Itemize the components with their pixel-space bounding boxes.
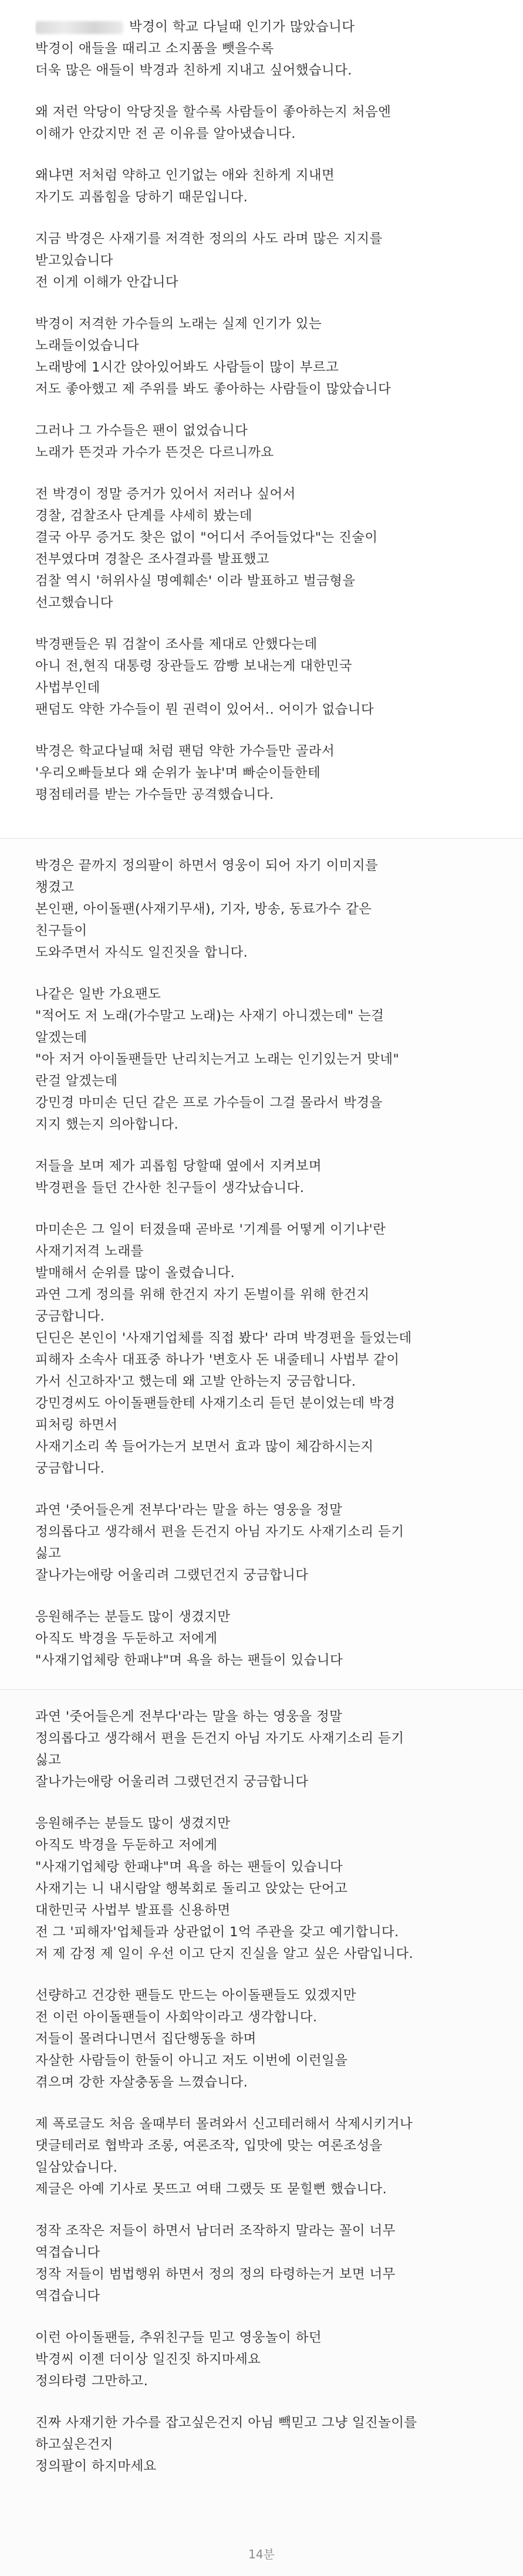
text-line: 싫고 <box>35 1546 62 1561</box>
paragraph <box>35 1985 491 2094</box>
text-line: 하고싶은건지 <box>35 2437 113 2452</box>
post-body-1 <box>35 16 491 826</box>
text-line: 사재기소리 쏙 들어가는거 보면서 효과 많이 체감하시는지 <box>35 1439 374 1454</box>
text-line: 정의타령 그만하고. <box>35 2374 149 2389</box>
paragraph <box>35 16 491 82</box>
paragraph <box>35 984 491 1136</box>
screenshot-panel-3 <box>0 1689 523 2576</box>
text-line: 선고했습니다 <box>35 595 113 610</box>
text-line: 이런 아이돌팬들, 추위친구들 믿고 영웅놀이 하던 <box>35 2330 322 2345</box>
text-line: 란걸 알겠는데 <box>35 1073 118 1089</box>
paragraph <box>35 2220 491 2307</box>
post-body-2 <box>35 855 491 1692</box>
text-line: 박경은 학교다닐때 처럼 팬덤 약한 가수들만 골라서 <box>35 744 335 759</box>
paragraph <box>35 1500 491 1586</box>
screenshot-panel-1 <box>0 0 523 838</box>
paragraph <box>35 313 491 400</box>
paragraph <box>35 1706 491 1793</box>
text-line: 친구들이 <box>35 923 87 938</box>
text-line: 받고있습니다 <box>35 253 113 268</box>
text-line: 피처링 하면서 <box>35 1417 118 1433</box>
text-line: 박경이 학교 다닐때 인기가 많았습니다 <box>129 19 355 35</box>
text-line: 알겠는데 <box>35 1030 87 1045</box>
paragraph <box>35 855 491 964</box>
text-line: 저 제 감정 제 일이 우선 이고 단지 진실을 알고 싶은 사람입니다. <box>35 1946 414 1961</box>
text-line: 정의롭다고 생각해서 편을 든건지 아님 자기도 사재기소리 듣기 <box>35 1524 404 1539</box>
text-line: 아직도 박경을 두둔하고 저에게 <box>35 1631 218 1646</box>
paragraph <box>35 2327 491 2392</box>
text-line: 응원해주는 분들도 많이 생겼지만 <box>35 1609 231 1625</box>
text-line: 겪으며 강한 자살충동을 느꼈습니다. <box>35 2075 248 2090</box>
paragraph <box>35 484 491 614</box>
text-line: 잘나가는애랑 어울리려 그랬던건지 궁금합니다 <box>35 1568 309 1583</box>
text-line: 저들이 몰려다니면서 집단행동을 하며 <box>35 2031 257 2047</box>
post-body-3 <box>35 1706 491 2497</box>
text-line: 역겹습니다 <box>35 2288 100 2304</box>
text-line: 사법부인데 <box>35 680 100 696</box>
text-line: 사재기저격 노래를 <box>35 1244 144 1259</box>
paragraph <box>35 1219 491 1480</box>
text-line: 정작 저들이 범법행위 하면서 정의 정의 타령하는거 보면 너무 <box>35 2267 396 2282</box>
text-line: 자살한 사람들이 한둘이 아니고 저도 이번에 이런일을 <box>35 2053 348 2068</box>
text-line: 선량하고 건강한 팬들도 만드는 아이돌팬들도 있겠지만 <box>35 1988 356 2003</box>
paragraph <box>35 1813 491 1965</box>
paragraph <box>35 2412 491 2477</box>
paragraph <box>35 1606 491 1672</box>
text-line: 박경팬들은 뭐 검찰이 조사를 제대로 안했다는데 <box>35 637 318 652</box>
text-line: 저들을 보며 제가 괴롭힘 당할때 옆에서 지켜보며 <box>35 1159 322 1174</box>
text-line: 평점테러를 받는 가수들만 공격했습니다. <box>35 787 274 802</box>
text-line: 노래들이었습니다 <box>35 338 140 353</box>
text-line: 노래방에 1시간 앉아있어봐도 사람들이 많이 부르고 <box>35 360 339 375</box>
text-line: "사재기업체랑 한패냐"며 욕을 하는 팬들이 있습니다 <box>35 1653 343 1668</box>
text-line: 발매해서 순위를 많이 올렸습니다. <box>35 1265 235 1281</box>
text-line: 궁금합니다. <box>35 1309 105 1324</box>
text-line: 아직도 박경을 두둔하고 저에게 <box>35 1838 218 1853</box>
text-line: 댓글테러로 협박과 조롱, 여론조작, 입맛에 맞는 여론조성을 <box>35 2138 383 2153</box>
text-line: 왜 저런 악당이 악당짓을 할수록 사람들이 좋아하는지 처음엔 <box>35 104 392 120</box>
text-line: 팬덤도 약한 가수들이 뭔 권력이 있어서.. 어이가 없습니다 <box>35 702 374 717</box>
paragraph <box>35 1156 491 1199</box>
text-line: 강민경씨도 아이돌팬들한테 사재기소리 듣던 분이었는데 박경 <box>35 1396 396 1411</box>
text-line: 과연 '줏어들은게 전부다'라는 말을 하는 영웅을 정말 <box>35 1709 343 1724</box>
paragraph <box>35 165 491 208</box>
text-line: 검찰 역시 '허위사실 명예훼손' 이라 발표하고 벌금형을 <box>35 573 356 589</box>
text-line: 전 그 '피해자'업체들과 상관없이 1억 주관을 갖고 예기합니다. <box>35 1925 399 1940</box>
text-line: 박경이 애들을 때리고 소지품을 뺏을수록 <box>35 41 274 56</box>
paragraph <box>35 741 491 806</box>
text-line: 저도 좋아했고 제 주위를 봐도 좋아하는 사람들이 많았습니다 <box>35 381 392 397</box>
text-line: 자기도 괴롭힘을 당하기 때문입니다. <box>35 190 248 205</box>
text-line: "사재기업체랑 한패냐"며 욕을 하는 팬들이 있습니다 <box>35 1859 343 1875</box>
paragraph <box>35 228 491 293</box>
text-line: 도와주면서 자식도 일진짓을 합니다. <box>35 945 248 960</box>
text-line: 마미손은 그 일이 터졌을때 곧바로 '기계를 어떻게 이기냐'란 <box>35 1222 386 1237</box>
blurred-name-image <box>35 21 123 34</box>
text-line: 전 박경이 정말 증거가 있어서 저러나 싶어서 <box>35 487 296 502</box>
text-line: 전부였다며 경찰은 조사결과를 발표했고 <box>35 552 269 567</box>
text-line: 전 이게 이해가 안갑니다 <box>35 275 179 290</box>
text-line: 싫고 <box>35 1753 62 1768</box>
text-line: "아 저거 아이돌팬들만 난리치는거고 노래는 인기있는거 맞네" <box>35 1052 400 1067</box>
text-line: 박경은 끝까지 정의팔이 하면서 영웅이 되어 자기 이미지를 <box>35 858 379 873</box>
text-line: 결국 아무 증거도 찾은 없이 "어디서 주어들었다"는 진술이 <box>35 530 378 545</box>
timestamp: 14분 <box>248 2547 275 2561</box>
text-line: 일삼았습니다. <box>35 2160 118 2175</box>
text-line: 정의팔이 하지마세요 <box>35 2459 157 2474</box>
text-line: 박경이 저격한 가수들의 노래는 실제 인기가 있는 <box>35 316 322 332</box>
text-line: 이해가 안갔지만 전 곧 이유를 알아냈습니다. <box>35 126 296 141</box>
text-line: 딘딘은 본인이 '사재기업체를 직접 봤다' 라며 박경편을 들었는데 <box>35 1331 412 1346</box>
paragraph <box>35 634 491 721</box>
text-line: 전 이런 아이돌팬들이 사회악이라고 생각합니다. <box>35 2010 318 2025</box>
screenshot-panel-2 <box>0 838 523 1690</box>
text-line: 박경씨 이젠 더이상 일진짓 하지마세요 <box>35 2352 261 2367</box>
text-line: 궁금합니다. <box>35 1461 105 1476</box>
text-line: 강민경 마미손 딘딘 같은 프로 가수들이 그걸 몰라서 박경을 <box>35 1095 383 1110</box>
paragraph <box>35 420 491 464</box>
text-line: 정작 조작은 저들이 하면서 남더러 조작하지 말라는 꼴이 너무 <box>35 2223 396 2239</box>
text-line: 경찰, 검찰조사 단계를 샤세히 봤는데 <box>35 508 252 524</box>
paragraph <box>35 102 491 145</box>
paragraph <box>35 2114 491 2200</box>
text-line: 응원해주는 분들도 많이 생겼지만 <box>35 1816 231 1831</box>
text-line: 지지 했는지 의아합니다. <box>35 1117 179 1132</box>
text-line: 사재기는 니 내시람알 행복회로 돌리고 앉았는 단어고 <box>35 1881 348 1896</box>
text-line: 노래가 뜬것과 가수가 뜬것은 다르니까요 <box>35 445 274 460</box>
text-line: 대한민국 사법부 발표를 신용하면 <box>35 1903 231 1918</box>
text-line: 피해자 소속사 대표중 하나가 '변호사 돈 내줄테니 사법부 같이 <box>35 1352 400 1368</box>
text-line: "적어도 저 노래(가수말고 노래)는 사재기 아니겠는데" 는걸 <box>35 1008 384 1024</box>
text-line: 과연 그게 정의를 위해 한건지 자기 돈벌이를 위해 한건지 <box>35 1287 370 1302</box>
text-line: 진짜 사재기한 가수를 잡고싶은건지 아님 빽믿고 그냥 일진놀이를 <box>35 2415 417 2430</box>
text-line: 잘나가는애랑 어울리려 그랬던건지 궁금합니다 <box>35 1774 309 1790</box>
text-line: 나같은 일반 가요팬도 <box>35 987 161 1002</box>
text-line: 더욱 많은 애들이 박경과 친하게 지내고 싶어했습니다. <box>35 63 352 78</box>
text-line: 제글은 아예 기사로 못뜨고 여태 그랬듯 또 묻힐뻔 했습니다. <box>35 2182 387 2197</box>
text-line: 박경편을 들던 간사한 친구들이 생각났습니다. <box>35 1180 305 1196</box>
text-line: '우리오빠들보다 왜 순위가 높냐'며 빠순이들한테 <box>35 765 321 781</box>
text-line: 아니 전,현직 대통령 장관들도 깜빵 보내는게 대한민국 <box>35 659 352 674</box>
text-line: 역겹습니다 <box>35 2245 100 2260</box>
text-line: 가서 신고하자'고 했는데 왜 고발 안하는지 궁금합니다. <box>35 1374 356 1389</box>
text-line: 정의롭다고 생각해서 편을 든건지 아님 자기도 사재기소리 듣기 <box>35 1731 404 1746</box>
text-line: 제 폭로글도 처음 올때부터 몰려와서 신고테러해서 삭제시키거나 <box>35 2116 413 2132</box>
text-line: 그러나 그 가수들은 팬이 없었습니다 <box>35 423 248 438</box>
text-line: 지금 박경은 사재기를 저격한 정의의 사도 라며 많은 지지를 <box>35 231 383 247</box>
text-line: 왜냐면 저처럼 약하고 인기없는 애와 친하게 지내면 <box>35 168 335 183</box>
text-line: 챙겼고 <box>35 880 75 895</box>
text-line: 본인팬, 아이돌팬(사재기무새), 기자, 방송, 동료가수 같은 <box>35 902 372 917</box>
text-line: 과연 '줏어들은게 전부다'라는 말을 하는 영웅을 정말 <box>35 1503 343 1518</box>
